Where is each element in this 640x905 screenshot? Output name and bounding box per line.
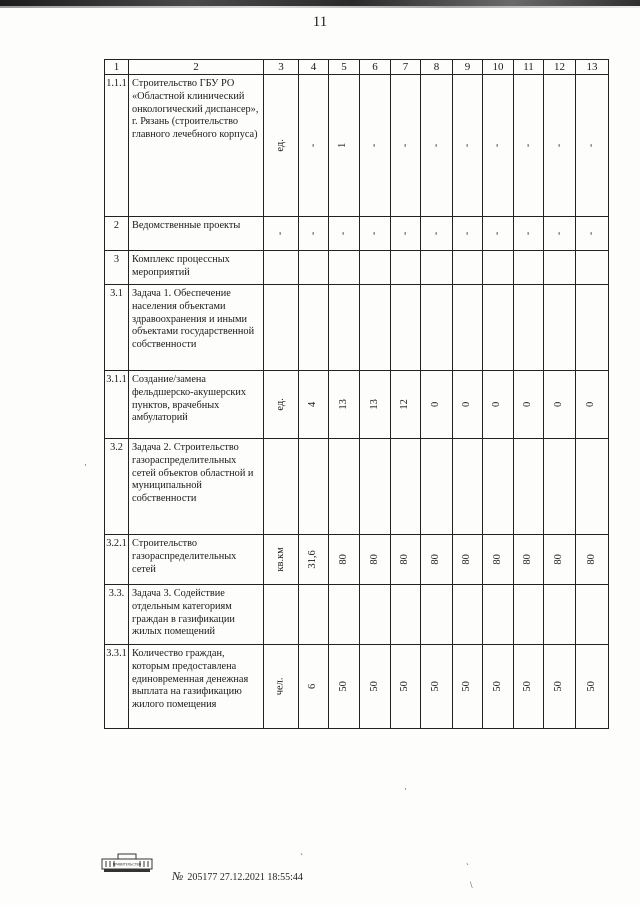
- value-text: 31,6: [307, 550, 319, 569]
- value-text: 80: [337, 554, 349, 565]
- value-cell: [483, 535, 514, 585]
- value-text: 50: [399, 681, 411, 692]
- value-cell: [421, 217, 453, 251]
- value-cell: [514, 251, 544, 285]
- value-cell: [391, 75, 421, 217]
- value-text: 80: [430, 554, 442, 565]
- value-cell: [360, 285, 391, 371]
- value-text: 50: [368, 681, 380, 692]
- value-text: -: [553, 143, 565, 148]
- row-name: Ведомственные проекты: [129, 217, 264, 251]
- value-text: 0: [522, 401, 534, 408]
- value-text: 6: [307, 683, 319, 690]
- value-cell: [514, 371, 544, 439]
- table-row: [105, 585, 609, 645]
- value-cell: [544, 645, 576, 729]
- unit-label: кв.км: [274, 547, 286, 572]
- value-cell: [421, 645, 453, 729]
- value-cell: [514, 439, 544, 535]
- value-cell: [299, 439, 329, 535]
- value-cell: [299, 585, 329, 645]
- value-cell: [483, 371, 514, 439]
- value-cell: [299, 217, 329, 251]
- unit-cell: [264, 251, 299, 285]
- value-cell: [453, 285, 483, 371]
- value-cell: [514, 285, 544, 371]
- table-row: [105, 371, 609, 439]
- value-text: 50: [585, 681, 597, 692]
- value-cell: [483, 645, 514, 729]
- value-cell: [544, 217, 576, 251]
- row-name: Задача 2. Строительство газораспределительных сетей объектов областной и муниципальной собственности: [129, 439, 264, 535]
- value-text: 0: [430, 401, 442, 408]
- table-row: [105, 439, 609, 535]
- value-text: 0: [491, 401, 503, 408]
- scan-speck: `: [300, 852, 303, 862]
- value-cell: [544, 535, 576, 585]
- value-cell: [576, 645, 609, 729]
- value-cell: [299, 285, 329, 371]
- value-text: -: [368, 143, 380, 148]
- value-text: -: [399, 143, 411, 148]
- value-cell: [421, 585, 453, 645]
- value-text: -: [430, 143, 442, 148]
- unit-cell: [264, 645, 299, 729]
- row-name: Задача 1. Обеспечение населения объектами здравоохранения и иными объектами государственной собственности: [129, 285, 264, 371]
- row-number: 3.2.1: [105, 535, 129, 585]
- unit-label: чел.: [274, 677, 286, 696]
- value-text: 50: [337, 681, 349, 692]
- value-cell: [576, 371, 609, 439]
- row-name: Строительство газораспределительных сетей: [129, 535, 264, 585]
- value-cell: [576, 217, 609, 251]
- value-cell: [329, 585, 360, 645]
- header-cell: 13: [576, 60, 609, 75]
- value-text: -: [307, 143, 319, 148]
- scan-speck: ·: [404, 784, 407, 794]
- value-cell: [299, 371, 329, 439]
- value-text: 50: [491, 681, 503, 692]
- header-cell: 9: [453, 60, 483, 75]
- unit-cell: [264, 535, 299, 585]
- value-cell: [576, 439, 609, 535]
- scan-top-edge-shadow: [0, 6, 640, 8]
- row-name: Количество граждан, которым предоставлена единовременная денежная выплата на газификацию жилого помещения: [129, 645, 264, 729]
- row-number: 3.1: [105, 285, 129, 371]
- value-cell: [514, 645, 544, 729]
- value-cell: [329, 535, 360, 585]
- value-cell: [329, 251, 360, 285]
- value-cell: [544, 439, 576, 535]
- value-text: 50: [553, 681, 565, 692]
- unit-cell: [264, 285, 299, 371]
- value-cell: [299, 251, 329, 285]
- value-text: 13: [368, 399, 380, 410]
- value-cell: [453, 75, 483, 217]
- header-cell: 12: [544, 60, 576, 75]
- registration-symbol: №: [172, 869, 184, 883]
- value-cell: [544, 371, 576, 439]
- value-text: 80: [491, 554, 503, 565]
- value-cell: [299, 645, 329, 729]
- value-cell: [391, 585, 421, 645]
- unit-cell: [264, 217, 299, 251]
- table-row: [105, 75, 609, 217]
- value-text: -: [461, 143, 473, 148]
- value-cell: [391, 217, 421, 251]
- row-number: 2: [105, 217, 129, 251]
- value-cell: [360, 371, 391, 439]
- value-cell: [576, 251, 609, 285]
- value-cell: [483, 75, 514, 217]
- table-row: [105, 535, 609, 585]
- row-number: 3.1.1: [105, 371, 129, 439]
- value-cell: [391, 645, 421, 729]
- value-cell: [453, 585, 483, 645]
- value-cell: [360, 439, 391, 535]
- value-text: -: [491, 143, 503, 148]
- table-row: [105, 217, 609, 251]
- value-cell: [360, 75, 391, 217]
- value-cell: [329, 371, 360, 439]
- row-number: 3.2: [105, 439, 129, 535]
- value-text: -: [522, 231, 534, 236]
- value-cell: [329, 439, 360, 535]
- value-cell: [329, 75, 360, 217]
- value-cell: [483, 439, 514, 535]
- svg-text:ПРАВИТЕЛЬСТВО: ПРАВИТЕЛЬСТВО: [112, 862, 142, 867]
- value-text: 50: [430, 681, 442, 692]
- header-cell: 7: [391, 60, 421, 75]
- value-cell: [299, 535, 329, 585]
- value-cell: [576, 285, 609, 371]
- value-cell: [453, 645, 483, 729]
- unit-cell: [264, 75, 299, 217]
- header-cell: 4: [299, 60, 329, 75]
- value-text: 50: [522, 681, 534, 692]
- value-text: -: [430, 231, 442, 236]
- value-text: -: [368, 231, 380, 236]
- value-text: 80: [522, 554, 534, 565]
- header-cell: 6: [360, 60, 391, 75]
- row-number: 3.3.: [105, 585, 129, 645]
- value-cell: [421, 285, 453, 371]
- header-cell: 2: [129, 60, 264, 75]
- value-cell: [453, 251, 483, 285]
- value-cell: [544, 285, 576, 371]
- row-name: Строительство ГБУ РО «Областной клинический онкологический диспансер», г. Рязань (строительство главного лечебного корпуса): [129, 75, 264, 217]
- value-cell: [514, 535, 544, 585]
- value-cell: [391, 439, 421, 535]
- value-cell: [421, 535, 453, 585]
- header-cell: 10: [483, 60, 514, 75]
- row-name: Комплекс процессных мероприятий: [129, 251, 264, 285]
- row-name: Создание/замена фельдшерско-акушерских пунктов, врачебных амбулаторий: [129, 371, 264, 439]
- value-cell: [421, 371, 453, 439]
- value-text: 0: [461, 401, 473, 408]
- value-cell: [421, 75, 453, 217]
- value-cell: [453, 217, 483, 251]
- value-cell: [391, 535, 421, 585]
- value-text: 80: [368, 554, 380, 565]
- scan-speck: \: [470, 880, 473, 890]
- value-text: -: [337, 231, 349, 236]
- unit-label: -: [274, 231, 286, 236]
- scan-speck: ·: [84, 460, 87, 470]
- value-cell: [299, 75, 329, 217]
- table-row: [105, 645, 609, 729]
- value-text: -: [553, 231, 565, 236]
- header-cell: 8: [421, 60, 453, 75]
- value-text: -: [585, 231, 597, 236]
- value-cell: [483, 217, 514, 251]
- value-cell: [360, 645, 391, 729]
- value-cell: [421, 439, 453, 535]
- value-cell: [360, 217, 391, 251]
- scan-speck: ˋ: [466, 862, 469, 872]
- value-cell: [360, 251, 391, 285]
- government-logo-icon: [100, 853, 154, 873]
- registration-number-datetime: 205177 27.12.2021 18:55:44: [187, 872, 303, 883]
- value-cell: [391, 371, 421, 439]
- value-cell: [514, 75, 544, 217]
- value-text: 80: [399, 554, 411, 565]
- value-cell: [360, 535, 391, 585]
- unit-label: ед.: [274, 398, 286, 411]
- value-text: 80: [585, 554, 597, 565]
- value-cell: [514, 585, 544, 645]
- value-cell: [360, 585, 391, 645]
- value-cell: [576, 75, 609, 217]
- value-cell: [544, 75, 576, 217]
- value-cell: [329, 217, 360, 251]
- row-name: Задача 3. Содействие отдельным категориям граждан в газификации жилых помещений: [129, 585, 264, 645]
- value-text: 80: [461, 554, 473, 565]
- value-text: -: [585, 143, 597, 148]
- value-text: 0: [585, 401, 597, 408]
- value-text: 50: [461, 681, 473, 692]
- value-cell: [453, 439, 483, 535]
- header-cell: 1: [105, 60, 129, 75]
- value-text: 1: [337, 142, 349, 149]
- value-cell: [483, 585, 514, 645]
- value-cell: [329, 645, 360, 729]
- value-cell: [329, 285, 360, 371]
- value-cell: [391, 251, 421, 285]
- row-number: 1.1.1: [105, 75, 129, 217]
- value-cell: [544, 251, 576, 285]
- value-text: -: [461, 231, 473, 236]
- value-cell: [483, 251, 514, 285]
- header-cell: 3: [264, 60, 299, 75]
- value-cell: [544, 585, 576, 645]
- value-text: 12: [399, 399, 411, 410]
- value-cell: [576, 585, 609, 645]
- value-cell: [453, 371, 483, 439]
- value-text: 80: [553, 554, 565, 565]
- value-cell: [576, 535, 609, 585]
- unit-cell: [264, 371, 299, 439]
- unit-cell: [264, 585, 299, 645]
- value-cell: [514, 217, 544, 251]
- value-text: 4: [307, 401, 319, 408]
- unit-label: ед.: [274, 139, 286, 152]
- row-number: 3.3.1: [105, 645, 129, 729]
- value-text: -: [307, 231, 319, 236]
- value-text: -: [491, 231, 503, 236]
- value-text: -: [399, 231, 411, 236]
- value-cell: [453, 535, 483, 585]
- page-number: 11: [312, 14, 328, 30]
- registration-stamp: [172, 869, 303, 884]
- unit-cell: [264, 439, 299, 535]
- value-cell: [421, 251, 453, 285]
- value-cell: [391, 285, 421, 371]
- table-header-row: [105, 60, 609, 75]
- table-row: [105, 251, 609, 285]
- indicators-table: [104, 59, 609, 729]
- value-text: -: [522, 143, 534, 148]
- value-cell: [483, 285, 514, 371]
- value-text: 13: [337, 399, 349, 410]
- table-row: [105, 285, 609, 371]
- header-cell: 5: [329, 60, 360, 75]
- row-number: 3: [105, 251, 129, 285]
- header-cell: 11: [514, 60, 544, 75]
- value-text: 0: [553, 401, 565, 408]
